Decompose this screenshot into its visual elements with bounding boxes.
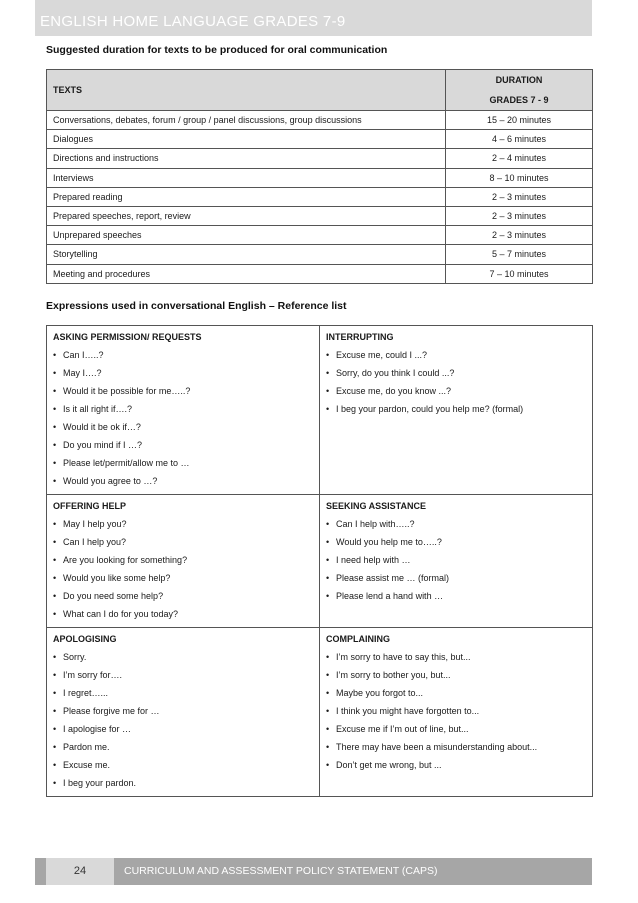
expression-item	[53, 740, 313, 758]
expression-item	[326, 384, 586, 402]
duration-table-body	[47, 111, 593, 284]
expression-text: Please lend a hand with …	[336, 591, 444, 601]
expressions-table	[46, 325, 593, 797]
bullet-icon: •	[53, 652, 57, 662]
duration-row	[47, 226, 593, 245]
text-type-cell: Prepared speeches, report, review	[47, 206, 446, 225]
duration-cell: 2 – 3 minutes	[446, 226, 593, 245]
expression-item	[53, 535, 313, 553]
text-type-cell: Prepared reading	[47, 187, 446, 206]
bullet-icon: •	[326, 350, 330, 360]
expression-item	[53, 553, 313, 571]
bullet-icon: •	[53, 458, 57, 468]
bullet-icon: •	[326, 386, 330, 396]
expression-item	[326, 553, 586, 571]
bullet-icon: •	[326, 724, 330, 734]
expression-text: Can I…..?	[63, 350, 104, 360]
expression-text: Can I help with…..?	[336, 519, 415, 529]
bullet-icon: •	[53, 760, 57, 770]
expression-text: I beg your pardon.	[63, 778, 137, 788]
expression-category-cell	[47, 628, 320, 797]
expression-item	[326, 740, 586, 758]
expression-item	[326, 686, 586, 704]
expression-text: I beg your pardon, could you help me? (formal)	[336, 404, 524, 414]
page-header-title: ENGLISH HOME LANGUAGE GRADES 7-9	[40, 13, 346, 30]
duration-cell: 2 – 3 minutes	[446, 187, 593, 206]
expression-text: There may have been a misunderstanding about...	[336, 742, 538, 752]
bullet-icon: •	[326, 573, 330, 583]
duration-cell: 8 – 10 minutes	[446, 168, 593, 187]
expression-item	[326, 366, 586, 384]
expressions-row	[47, 628, 593, 797]
expression-text: Don’t get me wrong, but ...	[336, 760, 442, 770]
bullet-icon: •	[53, 476, 57, 486]
bullet-icon: •	[53, 573, 57, 583]
expression-item	[53, 607, 313, 625]
bullet-icon: •	[53, 519, 57, 529]
duration-row	[47, 130, 593, 149]
expression-text: I think you might have forgotten to...	[336, 706, 480, 716]
expression-item	[53, 722, 313, 740]
expression-item	[326, 589, 586, 607]
expression-item	[53, 366, 313, 384]
text-type-cell: Unprepared speeches	[47, 226, 446, 245]
text-type-cell: Storytelling	[47, 245, 446, 264]
expression-item	[53, 420, 313, 438]
duration-column-header	[446, 70, 593, 111]
duration-row	[47, 149, 593, 168]
expression-text: Would it be ok if…?	[63, 422, 141, 432]
expression-text: I regret…...	[63, 688, 109, 698]
expression-item	[53, 650, 313, 668]
duration-row	[47, 111, 593, 130]
expression-text: Excuse me, do you know ...?	[336, 386, 452, 396]
expression-text: Please let/permit/allow me to …	[63, 458, 190, 468]
expression-text: Maybe you forgot to...	[336, 688, 424, 698]
expression-item	[53, 517, 313, 535]
expression-text: Sorry.	[63, 652, 87, 662]
duration-cell: 2 – 3 minutes	[446, 206, 593, 225]
duration-header-label: DURATION	[495, 75, 543, 85]
expression-text: I’m sorry to have to say this, but...	[336, 652, 471, 662]
expression-item	[53, 384, 313, 402]
expression-text: Pardon me.	[63, 742, 110, 752]
bullet-icon: •	[326, 591, 330, 601]
expressions-table-body	[47, 326, 593, 797]
expression-item	[53, 758, 313, 776]
duration-table	[46, 69, 593, 284]
duration-cell: 2 – 4 minutes	[446, 149, 593, 168]
expression-category-cell	[47, 326, 320, 495]
bullet-icon: •	[53, 404, 57, 414]
text-type-cell: Directions and instructions	[47, 149, 446, 168]
expression-item	[326, 668, 586, 686]
expression-text: May I….?	[63, 368, 102, 378]
expression-item	[53, 686, 313, 704]
text-type-cell: Conversations, debates, forum / group / panel discussions, group discussions	[47, 111, 446, 130]
duration-table-header-row	[47, 70, 593, 111]
bullet-icon: •	[53, 670, 57, 680]
expression-item	[326, 722, 586, 740]
bullet-icon: •	[326, 368, 330, 378]
texts-column-header: TEXTS	[47, 70, 446, 111]
grades-header-label: GRADES 7 - 9	[489, 95, 549, 105]
expression-category-cell	[320, 628, 593, 797]
expression-text: I’m sorry for….	[63, 670, 123, 680]
duration-row	[47, 187, 593, 206]
expression-item	[326, 535, 586, 553]
category-title: INTERRUPTING	[326, 332, 394, 342]
duration-section-heading: Suggested duration for texts to be produced for oral communication	[46, 44, 388, 56]
expression-item	[53, 776, 313, 794]
page-number: 24	[46, 858, 114, 885]
category-title: ASKING PERMISSION/ REQUESTS	[53, 332, 202, 342]
expression-text: Would you like some help?	[63, 573, 171, 583]
expression-text: Would it be possible for me…..?	[63, 386, 191, 396]
expressions-section-heading: Expressions used in conversational English – Reference list	[46, 300, 347, 312]
expression-item	[53, 456, 313, 474]
bullet-icon: •	[53, 386, 57, 396]
category-title: APOLOGISING	[53, 634, 117, 644]
bullet-icon: •	[53, 609, 57, 619]
text-type-cell: Meeting and procedures	[47, 264, 446, 283]
expressions-row	[47, 495, 593, 628]
expression-text: Can I help you?	[63, 537, 127, 547]
expression-item	[53, 668, 313, 686]
bullet-icon: •	[326, 537, 330, 547]
expression-category-cell	[47, 495, 320, 628]
expression-text: Excuse me, could I ...?	[336, 350, 428, 360]
expression-text: Excuse me.	[63, 760, 111, 770]
expression-text: Would you agree to …?	[63, 476, 158, 486]
bullet-icon: •	[326, 688, 330, 698]
bullet-icon: •	[53, 422, 57, 432]
expression-item	[53, 571, 313, 589]
text-type-cell: Dialogues	[47, 130, 446, 149]
expression-text: Would you help me to…..?	[336, 537, 442, 547]
expression-item	[326, 650, 586, 668]
expression-item	[326, 704, 586, 722]
bullet-icon: •	[53, 368, 57, 378]
expression-item	[53, 438, 313, 456]
expression-item	[53, 348, 313, 366]
bullet-icon: •	[53, 350, 57, 360]
duration-row	[47, 264, 593, 283]
expressions-row	[47, 326, 593, 495]
expression-item	[326, 402, 586, 420]
expression-text: May I help you?	[63, 519, 127, 529]
expression-text: Are you looking for something?	[63, 555, 188, 565]
category-title: SEEKING ASSISTANCE	[326, 501, 427, 511]
duration-row	[47, 245, 593, 264]
expression-text: Please forgive me for …	[63, 706, 160, 716]
category-title: OFFERING HELP	[53, 501, 127, 511]
bullet-icon: •	[53, 742, 57, 752]
expression-category-cell	[320, 495, 593, 628]
bullet-icon: •	[326, 519, 330, 529]
expression-item	[326, 348, 586, 366]
bullet-icon: •	[53, 440, 57, 450]
bullet-icon: •	[326, 760, 330, 770]
expression-text: Excuse me if I’m out of line, but...	[336, 724, 469, 734]
duration-cell: 4 – 6 minutes	[446, 130, 593, 149]
expression-item	[326, 517, 586, 535]
expression-item	[53, 589, 313, 607]
bullet-icon: •	[326, 706, 330, 716]
expression-item	[53, 402, 313, 420]
expression-item	[53, 704, 313, 722]
bullet-icon: •	[53, 688, 57, 698]
expression-text: I need help with …	[336, 555, 411, 565]
duration-cell: 7 – 10 minutes	[446, 264, 593, 283]
bullet-icon: •	[326, 652, 330, 662]
expression-text: Please assist me … (formal)	[336, 573, 450, 583]
expression-text: Do you mind if I …?	[63, 440, 143, 450]
expression-text: What can I do for you today?	[63, 609, 179, 619]
category-title: COMPLAINING	[326, 634, 390, 644]
footer-title: CURRICULUM AND ASSESSMENT POLICY STATEMENT (CAPS)	[124, 865, 438, 877]
bullet-icon: •	[53, 724, 57, 734]
bullet-icon: •	[326, 555, 330, 565]
bullet-icon: •	[53, 706, 57, 716]
bullet-icon: •	[326, 404, 330, 414]
expression-category-cell	[320, 326, 593, 495]
bullet-icon: •	[53, 778, 57, 788]
duration-row	[47, 168, 593, 187]
duration-cell: 5 – 7 minutes	[446, 245, 593, 264]
expression-text: Is it all right if….?	[63, 404, 133, 414]
duration-row	[47, 206, 593, 225]
expression-text: I’m sorry to bother you, but...	[336, 670, 451, 680]
duration-cell: 15 – 20 minutes	[446, 111, 593, 130]
bullet-icon: •	[53, 555, 57, 565]
expression-item	[326, 758, 586, 776]
expression-item	[53, 474, 313, 492]
expression-item	[326, 571, 586, 589]
expression-text: Sorry, do you think I could ...?	[336, 368, 455, 378]
bullet-icon: •	[326, 742, 330, 752]
expression-text: I apologise for …	[63, 724, 132, 734]
bullet-icon: •	[326, 670, 330, 680]
expression-text: Do you need some help?	[63, 591, 164, 601]
text-type-cell: Interviews	[47, 168, 446, 187]
bullet-icon: •	[53, 537, 57, 547]
bullet-icon: •	[53, 591, 57, 601]
